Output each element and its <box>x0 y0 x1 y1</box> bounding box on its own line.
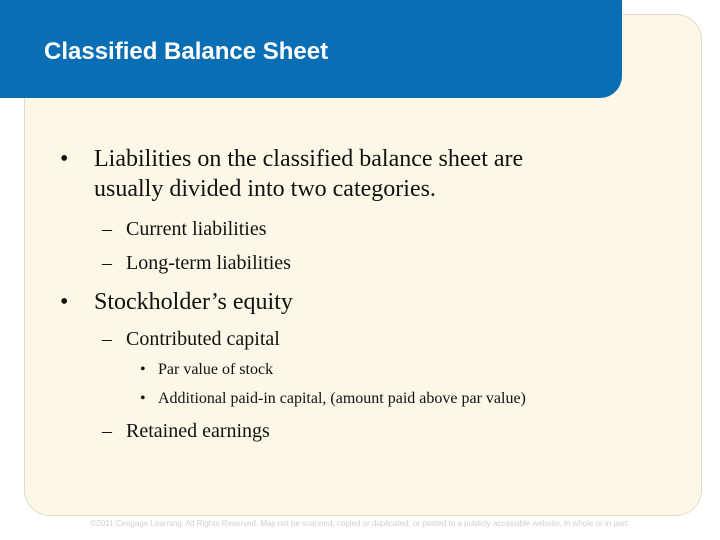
dash-marker: – <box>102 218 112 240</box>
dash-marker: – <box>102 420 112 442</box>
bullet-text: Contributed capital <box>126 328 280 350</box>
bullet-marker: • <box>60 146 69 172</box>
dash-marker: – <box>102 328 112 350</box>
bullet-text-line1: Liabilities on the classified balance sheet are <box>94 146 524 172</box>
bullet-text: Par value of stock <box>158 361 274 378</box>
bullet-text-line2: usually divided into two categories. <box>94 176 436 202</box>
bullet-text: Additional paid-in capital, (amount paid above par value) <box>158 390 526 407</box>
bullet-marker: • <box>140 361 146 378</box>
slide-title: Classified Balance Sheet <box>44 38 329 65</box>
bullet-text: Current liabilities <box>126 218 267 240</box>
bullet-text: Long-term liabilities <box>126 252 291 274</box>
dash-marker: – <box>102 252 112 274</box>
bullet-marker: • <box>140 390 146 407</box>
bullet-text: Stockholder’s equity <box>94 289 293 315</box>
bullet-text: Retained earnings <box>126 420 270 442</box>
bullet-marker: • <box>60 289 69 315</box>
copyright-footer: ©2011 Cengage Learning. All Rights Reserved. May not be scanned, copied or duplicated, or posted to a publicly accessible website, in whole or in part. <box>90 519 630 528</box>
title-bar <box>0 0 622 98</box>
